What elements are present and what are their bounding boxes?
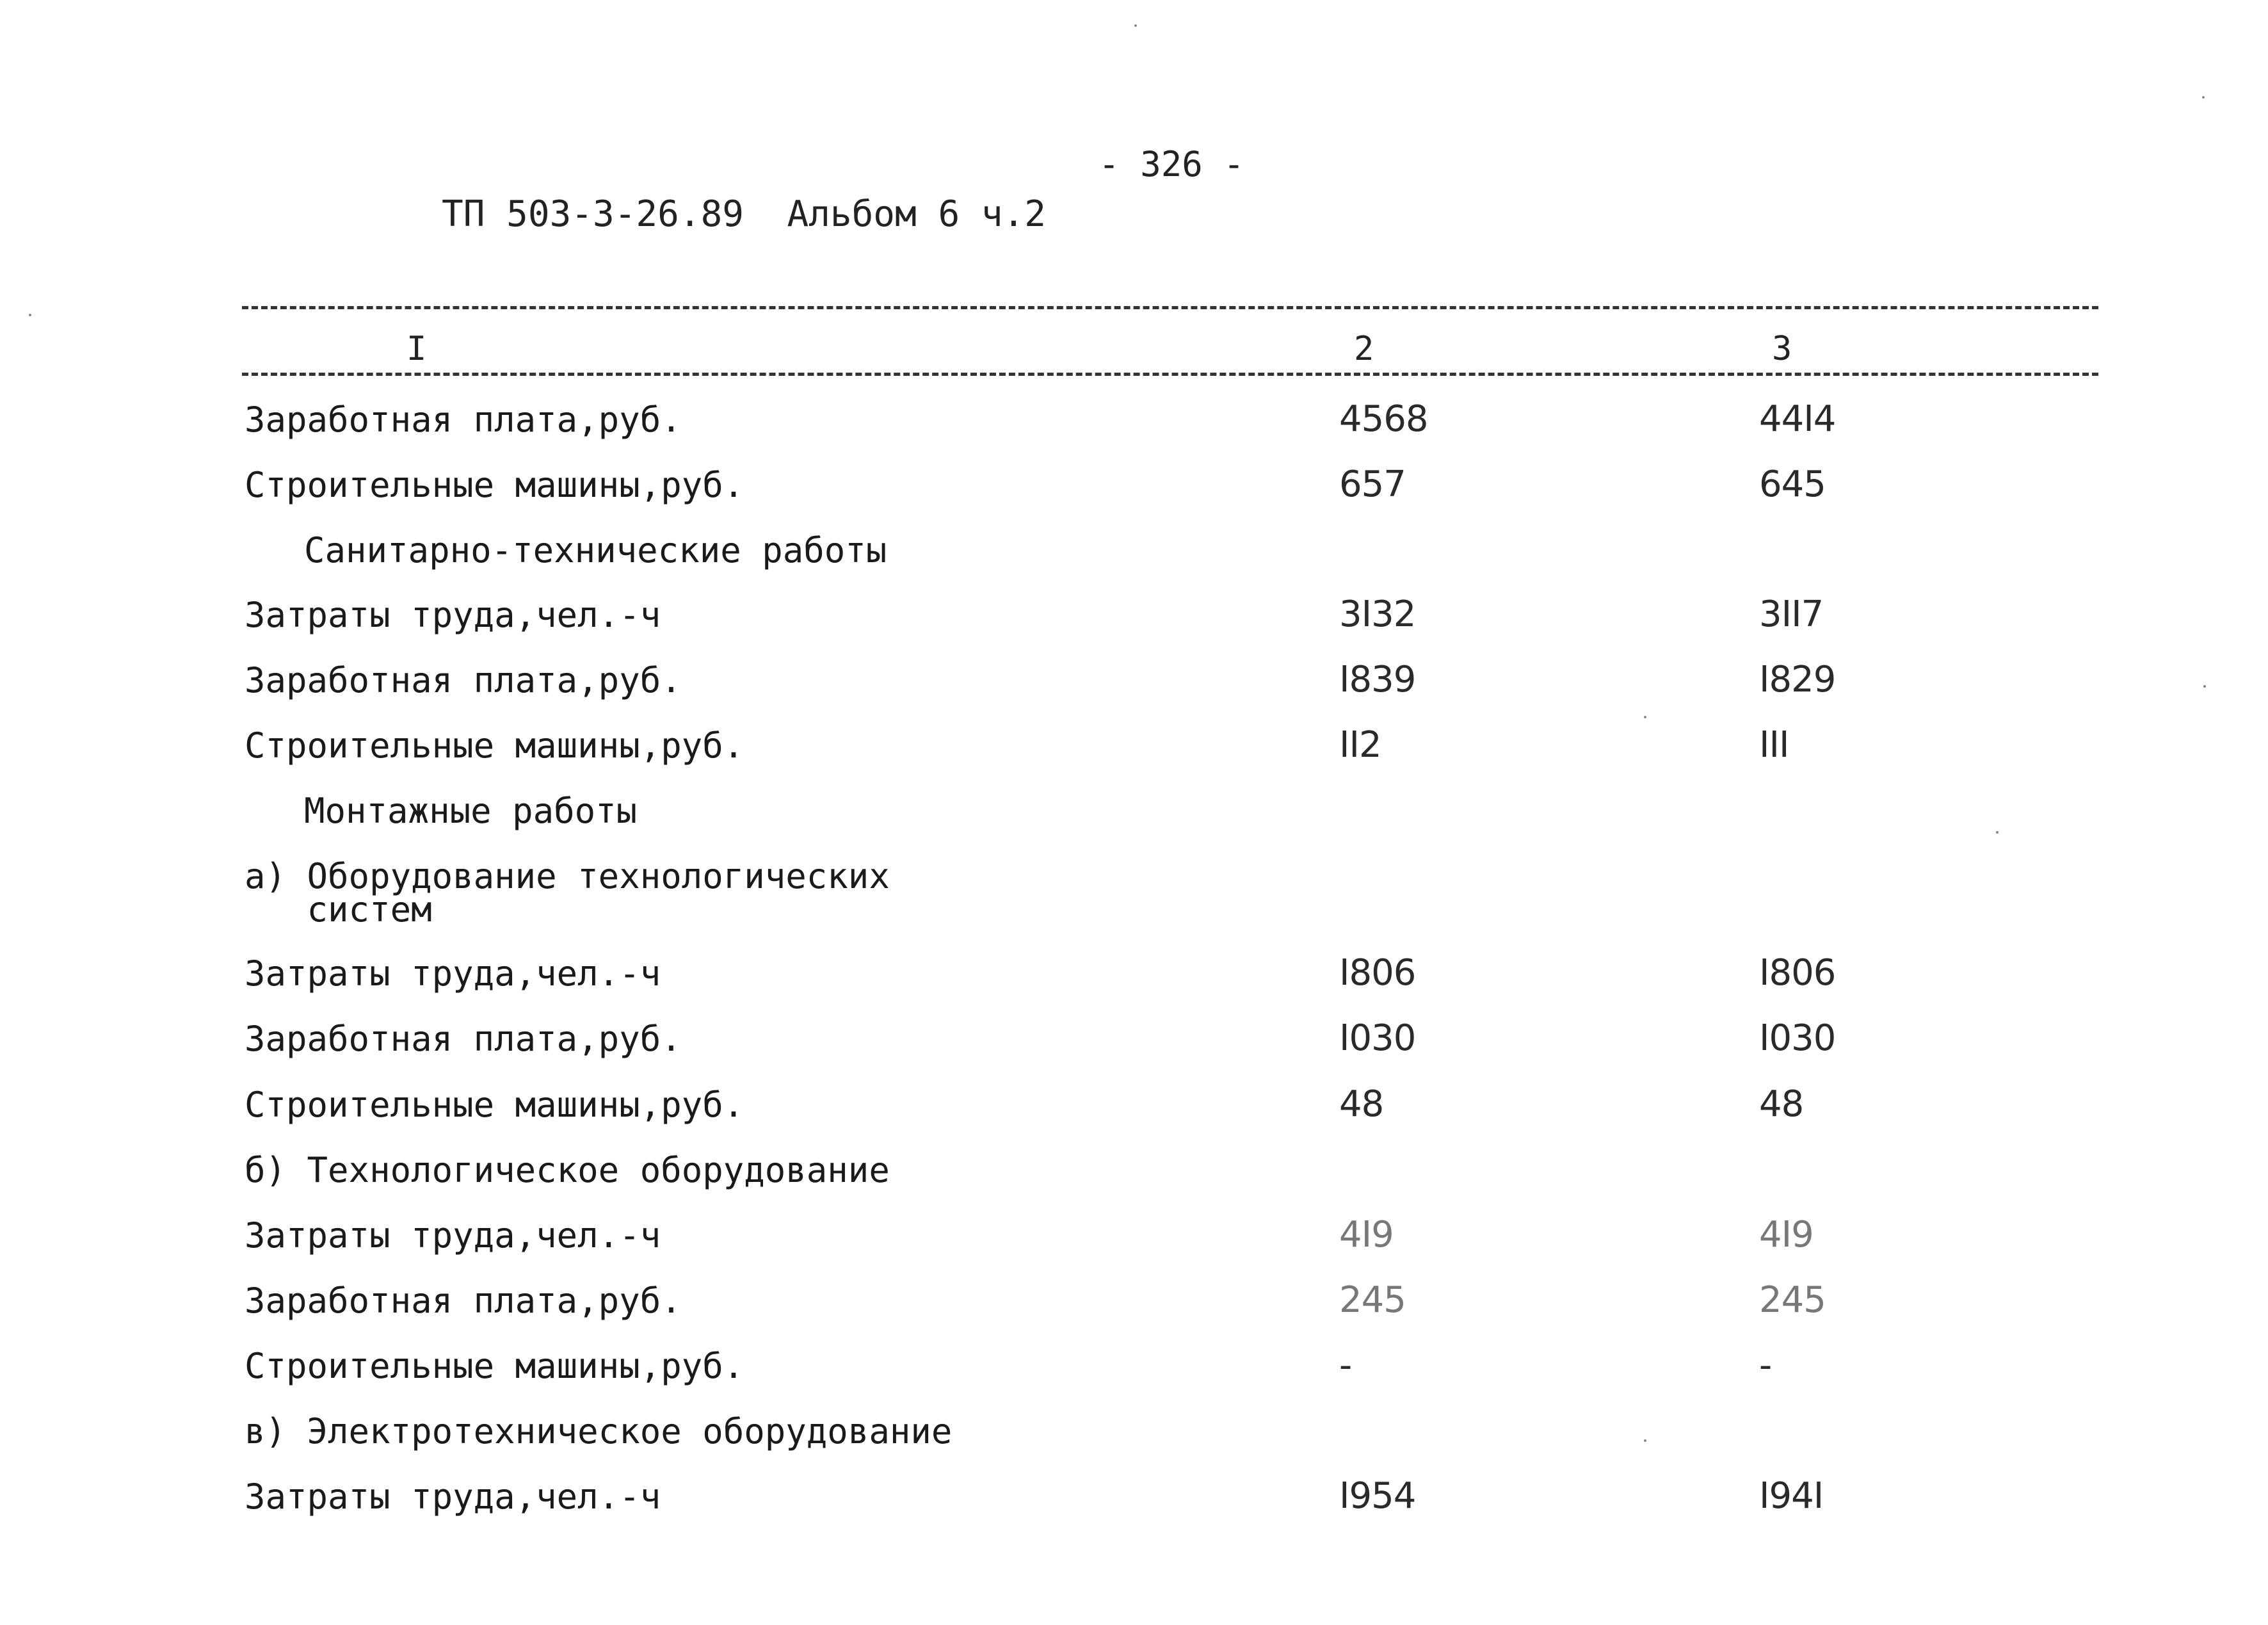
page-number: - 326 - xyxy=(1098,144,1244,184)
row-label: Заработная плата,руб. xyxy=(245,660,682,700)
row-value-col3: III xyxy=(1759,724,1789,766)
row-label: Затраты труда,чел.-ч xyxy=(245,595,661,635)
row-value-col3: 3II7 xyxy=(1759,594,1824,635)
row-value-col2: 3I32 xyxy=(1339,594,1416,635)
row-value-col2: I030 xyxy=(1339,1017,1416,1059)
column-header-2: 2 xyxy=(1347,330,1380,368)
scan-speck xyxy=(1996,831,1999,834)
subsection-heading: б) Технологическое оборудование xyxy=(245,1150,890,1190)
section-heading: Монтажные работы xyxy=(304,791,638,831)
scan-speck xyxy=(1644,716,1646,718)
column-header-1: I xyxy=(400,330,433,368)
row-value-col3: - xyxy=(1759,1345,1772,1386)
scan-speck xyxy=(2203,685,2206,688)
subsection-heading: в) Электротехническое оборудование xyxy=(245,1411,953,1451)
row-label: Заработная плата,руб. xyxy=(245,1019,682,1059)
document-reference: ТП 503-3-26.89 Альбом 6 ч.2 xyxy=(442,193,1047,235)
scan-speck xyxy=(29,314,31,316)
row-value-col3: I806 xyxy=(1759,952,1836,994)
scan-speck xyxy=(1134,24,1137,27)
row-value-col2: 4I9 xyxy=(1339,1214,1394,1256)
row-value-col3: 4I9 xyxy=(1759,1214,1814,1256)
row-label: Заработная плата,руб. xyxy=(245,1281,682,1321)
row-label: Заработная плата,руб. xyxy=(245,400,682,440)
row-label: Затраты труда,чел.-ч xyxy=(245,1215,661,1256)
row-value-col3: 645 xyxy=(1759,464,1826,505)
row-value-col3: I94I xyxy=(1759,1475,1824,1517)
row-value-col2: I839 xyxy=(1339,659,1416,700)
scan-speck xyxy=(2202,96,2205,99)
row-label: Строительные машины,руб. xyxy=(245,1085,744,1125)
row-value-col2: 4568 xyxy=(1339,398,1428,440)
scan-speck xyxy=(1644,1439,1646,1442)
row-value-col2: I806 xyxy=(1339,952,1416,994)
row-value-col3: I030 xyxy=(1759,1017,1836,1059)
row-value-col3: I829 xyxy=(1759,659,1836,700)
row-value-col3: 48 xyxy=(1759,1083,1804,1125)
row-value-col2: I954 xyxy=(1339,1475,1416,1517)
row-value-col2: - xyxy=(1339,1345,1352,1386)
subsection-heading: а) Оборудование технологических систем xyxy=(245,856,890,930)
row-label: Строительные машины,руб. xyxy=(245,465,744,505)
row-label: Затраты труда,чел.-ч xyxy=(245,953,661,994)
row-label: Затраты труда,чел.-ч xyxy=(245,1476,661,1517)
row-label: Строительные машины,руб. xyxy=(245,1346,744,1386)
row-value-col2: 657 xyxy=(1339,464,1406,505)
row-value-col2: II2 xyxy=(1339,724,1381,766)
row-label: Строительные машины,руб. xyxy=(245,725,744,766)
row-value-col3: 245 xyxy=(1759,1279,1826,1321)
row-value-col2: 245 xyxy=(1339,1279,1406,1321)
table-top-rule xyxy=(242,306,2098,309)
table-header-rule xyxy=(242,373,2098,376)
row-value-col3: 44I4 xyxy=(1759,398,1836,440)
section-heading: Санитарно-технические работы xyxy=(304,530,887,570)
column-header-3: 3 xyxy=(1765,330,1798,368)
row-value-col2: 48 xyxy=(1339,1083,1384,1125)
